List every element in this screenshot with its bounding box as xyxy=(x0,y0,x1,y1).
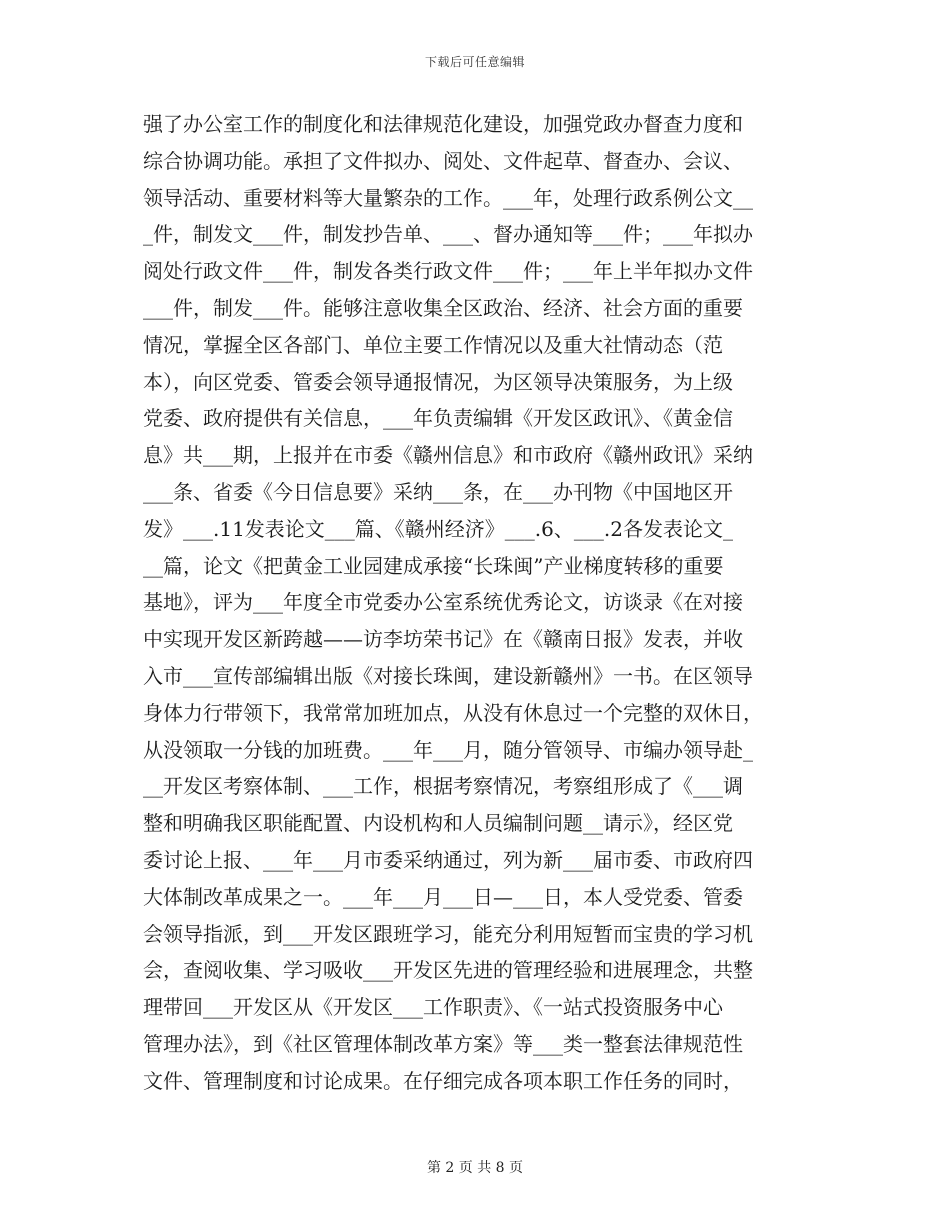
body-line: 会，查阅收集、学习吸收___开发区先进的管理经验和进展理念，共整 xyxy=(143,958,753,983)
body-line: 大体制改革成果之一。___年___月___日—___日，本人受党委、管委 xyxy=(143,884,743,909)
body-line: 管理办法》，到《社区管理体制改革方案》等___类一整套法律规范性 xyxy=(143,1031,743,1056)
body-line: 强了办公室工作的制度化和法律规范化建设，加强党政办督查力度和 xyxy=(143,112,743,136)
body-line: 身体力行带领下，我常常加班加点，从没有休息过一个完整的双休日， xyxy=(143,700,763,725)
body-line: 委讨论上报、___年___月市委采纳通过，列为新___届市委、市政府四 xyxy=(143,847,753,872)
body-line: 从没领取一分钱的加班费。___年___月，随分管领导、市编办领导赴_ xyxy=(143,737,753,762)
body-line: 入市___宣传部编辑出版《对接长珠闽，建设新赣州》一书。在区领导 xyxy=(143,663,753,688)
body-line: 会领导指派，到___开发区跟班学习，能充分利用短暂而宝贵的学习机 xyxy=(143,921,753,946)
body-line: 基地》，评为___年度全市党委办公室系统优秀论文，访谈录《在对接 xyxy=(143,590,743,615)
body-line: 阅处行政文件___件，制发各类行政文件___件；___年上半年拟办文件 xyxy=(143,259,753,284)
body-text xyxy=(143,106,813,1100)
body-line: __开发区考察体制、___工作，根据考察情况，考察组形成了《___调 xyxy=(143,774,743,799)
body-line: 综合协调功能。承担了文件拟办、阅处、文件起草、督查办、会议、 xyxy=(143,148,743,173)
body-line: 息》共___期，上报并在市委《赣州信息》和市政府《赣州政讯》采纳 xyxy=(143,443,753,468)
body-line: ___件，制发___件。能够注意收集全区政治、经济、社会方面的重要 xyxy=(143,295,743,320)
body-line: ___条、省委《今日信息要》采纳___条，在___办刊物《中国地区开 xyxy=(143,479,733,504)
body-line: 整和明确我区职能配置、内设机构和人员编制问题__请示》，经区党 xyxy=(143,811,733,836)
body-line: 情况，掌握全区各部门、单位主要工作情况以及重大社情动态（范 xyxy=(143,332,723,357)
body-line: _件，制发文___件，制发抄告单、___、督办通知等___件；___年拟办 xyxy=(143,222,753,247)
body-line: 领导活动、重要材料等大量繁杂的工作。___年，处理行政系例公文__ xyxy=(143,185,753,210)
body-line: __篇，论文《把黄金工业园建成承接“长珠闽”产业梯度转移的重要 xyxy=(143,553,724,578)
body-line: 发》___.11发表论文___篇、《赣州经济》___.6、___.2各发表论文_ xyxy=(143,516,733,541)
body-line: 理带回___开发区从《开发区___工作职责》、《一站式投资服务中心 xyxy=(143,995,723,1020)
body-line: 文件、管理制度和讨论成果。在仔细完成各项本职工作任务的同时， xyxy=(143,1068,743,1093)
body-line: 党委、政府提供有关信息，___年负责编辑《开发区政讯》、《黄金信 xyxy=(143,406,733,431)
page-number: 第 2 页 共 8 页 xyxy=(426,1160,524,1176)
body-line: 本），向区党委、管委会领导通报情况，为区领导决策服务，为上级 xyxy=(143,369,733,394)
page-header-note: 下载后可任意编辑 xyxy=(424,55,525,69)
body-line: 中实现开发区新跨越——访李坊荣书记》在《赣南日报》发表，并收 xyxy=(143,627,743,652)
